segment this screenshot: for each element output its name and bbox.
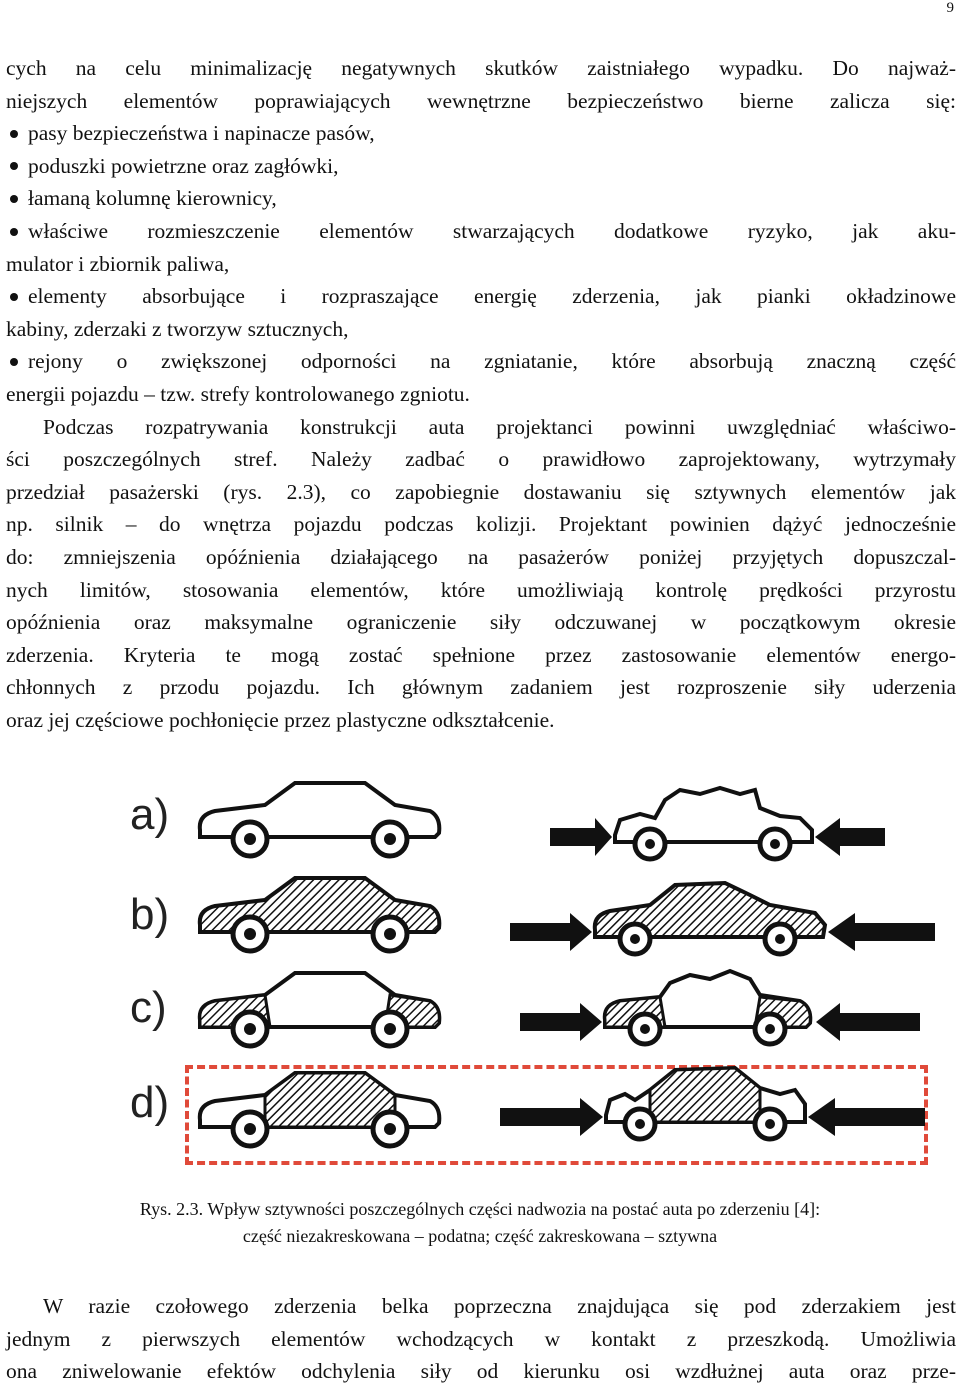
bullet-icon	[10, 195, 18, 203]
bullet-icon	[10, 358, 18, 366]
text-line: do: zmniejszenia opóźnienia działającego na pasażerów poniżej przyjętych dopuszczal-	[6, 544, 956, 569]
bullet-icon	[10, 130, 18, 138]
car-before-a	[195, 775, 445, 865]
bullet-icon	[10, 228, 18, 236]
list-item	[6, 182, 956, 215]
text-line: Podczas rozpatrywania konstrukcji auta projektanci powinni uwzględniać właściwo-	[43, 414, 956, 439]
text-line: ona zniwelowanie efektów odchylenia siły od kierunku osi wzdłużnej auta oraz prze-	[6, 1359, 956, 1384]
figure-caption-line-2: część niezakreskowana – podatna; część zakreskowana – sztywna	[242, 1226, 718, 1246]
list-item-continuation: energii pojazdu – tzw. strefy kontrolowanego zgniotu.	[6, 381, 470, 406]
paragraph-bottom	[6, 1290, 956, 1388]
list-item	[6, 215, 956, 248]
text-line: zderzenia. Kryteria te mogą zostać spełnione przez zastosowanie elementów energo-	[6, 642, 956, 667]
text-line: ści poszczególnych stref. Należy zadbać o prawidłowo zaprojektowany, wytrzymały	[6, 447, 956, 472]
text-line: cych na celu minimalizację negatywnych skutków zaistniałego wypadku. Do najważ-	[6, 56, 956, 80]
text-line: np. silnik – do wnętrza pojazdu podczas kolizji. Projektant powinien dążyć jednocześnie	[6, 512, 956, 537]
car-before-c	[195, 965, 445, 1055]
text-line: chłonnych z przodu pojazdu. Ich głównym zadaniem jest rozproszenie siły uderzenia	[6, 675, 956, 700]
list-item	[6, 117, 956, 150]
list-item	[6, 345, 956, 378]
figure-label-d: d)	[130, 1078, 170, 1127]
list-item	[6, 280, 956, 313]
list-item-text: łamaną kolumnę kierownicy,	[28, 186, 277, 211]
bullet-icon	[10, 162, 18, 170]
crash-figure	[110, 770, 960, 1180]
text-line: przedział pasażerski (rys. 2.3), co zapobiegnie dostawaniu się sztywnych elementów jak	[6, 479, 956, 504]
text-line: W razie czołowego zderzenia belka poprzeczna znajdująca się pod zderzakiem jest	[43, 1294, 956, 1318]
text-line: jednym z pierwszych elementów wchodzących w kontakt z przeszkodą. Umożliwia	[6, 1326, 956, 1351]
car-after-a	[550, 780, 910, 870]
text-line: nych limitów, stosowania elementów, które umożliwiają kontrolę prędkości przyrostu	[6, 577, 956, 602]
figure-label-c: c)	[130, 983, 167, 1032]
bullet-icon	[10, 293, 18, 301]
list-item-text: pasy bezpieczeństwa i napinacze pasów,	[28, 121, 375, 146]
page-number: 9	[946, 0, 954, 16]
list-item-text: właściwe rozmieszczenie elementów stwarzających dodatkowe ryzyko, jak aku-	[28, 218, 956, 243]
main-text	[6, 52, 956, 736]
car-after-c	[520, 965, 940, 1055]
car-before-b	[195, 870, 445, 960]
car-before-d	[195, 1065, 445, 1155]
figure-label-b: b)	[130, 890, 170, 939]
figure-label-a: a)	[130, 790, 170, 839]
figure-caption-line-1: Rys. 2.3. Wpływ sztywności poszczególnych części nadwozia na postać auta po zderzeniu [4]:	[139, 1199, 821, 1219]
text-line: niejszych elementów poprawiających wewnętrzne bezpieczeństwo bierne zalicza się:	[6, 88, 956, 113]
text-line: opóźnienia oraz maksymalne ograniczenie siły odczuwanej w początkowym okresie	[6, 610, 956, 635]
list-item-continuation: kabiny, zderzaki z tworzyw sztucznych,	[6, 316, 349, 341]
text-line: oraz jej częściowe pochłonięcie przez plastyczne odkształcenie.	[6, 707, 555, 732]
list-item-continuation: mulator i zbiornik paliwa,	[6, 251, 230, 276]
list-item	[6, 150, 956, 183]
list-item-text: rejony o zwiększonej odporności na zgniatanie, które absorbują znaczną część	[28, 349, 956, 374]
list-item-text: elementy absorbujące i rozpraszające energię zderzenia, jak pianki okładzinowe	[28, 284, 956, 309]
list-item-text: poduszki powietrzne oraz zagłówki,	[28, 153, 339, 178]
car-after-b	[510, 875, 950, 965]
car-after-d	[500, 1060, 940, 1150]
